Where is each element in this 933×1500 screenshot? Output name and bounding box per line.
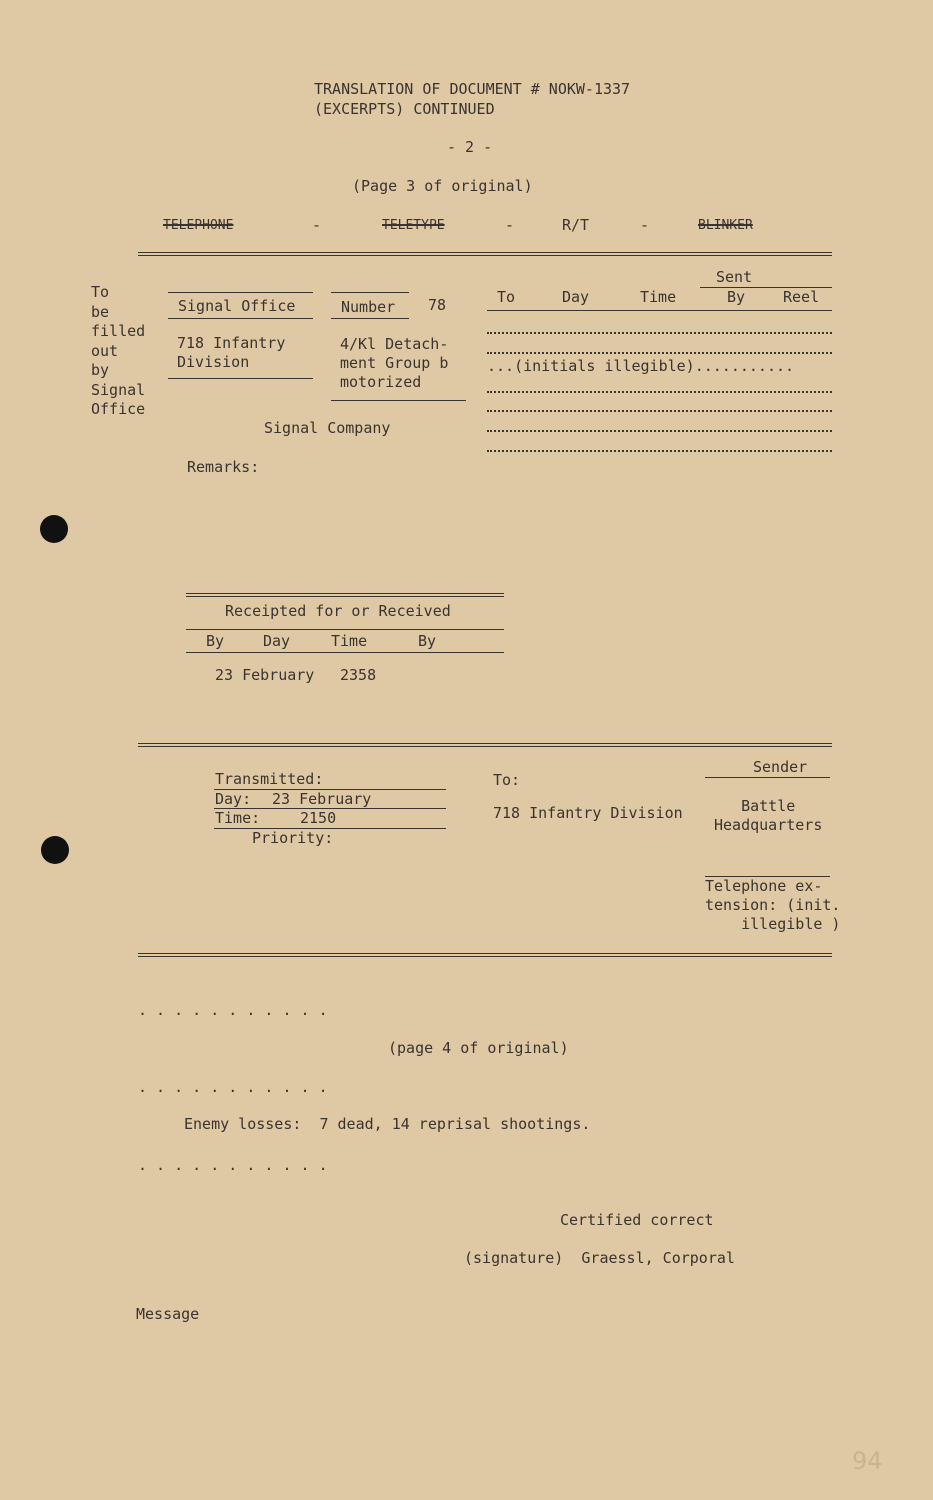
detachment-value: 4/Kl Detach- ment Group b motorized <box>340 335 449 391</box>
remarks-label: Remarks: <box>187 458 260 476</box>
punch-hole-bottom <box>41 836 69 864</box>
dotted-line <box>487 430 832 432</box>
sent-label: Sent <box>716 268 753 286</box>
dotted-line <box>487 391 832 393</box>
original-page4-note: (page 4 of original) <box>388 1039 569 1057</box>
ellipsis-row: . . . . . . . . . . . <box>138 1001 328 1019</box>
sent-header-rule <box>487 310 832 311</box>
initials-note: ...(initials illegible)........... <box>487 357 795 375</box>
dotted-line <box>487 332 832 334</box>
time-label: Time: <box>215 809 261 827</box>
signal-office-label: Signal Office <box>178 297 296 315</box>
teletype-struck: TELETYPE <box>382 218 445 233</box>
to-label: To: <box>493 771 521 789</box>
receipt-col-day: Day <box>263 632 291 650</box>
dotted-line <box>487 450 832 452</box>
sent-col-day: Day <box>562 288 590 306</box>
section-divider <box>138 953 832 957</box>
number-rule-top <box>331 292 409 293</box>
ellipsis-row: . . . . . . . . . . . <box>138 1078 328 1096</box>
page-mark: 94 <box>852 1447 883 1475</box>
day-value: 23 February <box>272 790 372 808</box>
number-value: 78 <box>428 296 447 314</box>
punch-hole-top <box>40 515 68 543</box>
detachment-rule <box>331 400 466 401</box>
rt-label: R/T <box>562 216 590 234</box>
sent-col-to: To <box>497 288 516 306</box>
sent-col-time: Time <box>640 288 677 306</box>
to-value: 718 Infantry Division <box>493 804 683 822</box>
sent-col-by: By <box>727 288 746 306</box>
page-number: - 2 - <box>447 138 493 156</box>
certified-correct: Certified correct <box>560 1211 714 1229</box>
receipt-rule-top <box>186 593 504 597</box>
transmitted-label: Transmitted: <box>215 770 324 788</box>
signal-office-rule-bottom <box>168 378 313 379</box>
signal-office-rule <box>168 318 313 319</box>
signal-office-value: 718 Infantry Division <box>177 334 286 371</box>
separator: - <box>640 216 650 234</box>
separator: - <box>505 216 515 234</box>
time-value: 2150 <box>300 809 337 827</box>
number-rule <box>331 318 409 319</box>
signature-line: (signature) Graessl, Corporal <box>464 1249 735 1267</box>
document-title-line1: TRANSLATION OF DOCUMENT # NOKW-1337 <box>314 80 631 98</box>
sender-rule <box>705 777 830 778</box>
sender-label: Sender <box>753 758 808 776</box>
message-label: Message <box>136 1305 200 1323</box>
day-label: Day: <box>215 790 252 808</box>
receipt-rule <box>186 629 504 630</box>
receipt-col-by: By <box>206 632 225 650</box>
number-label: Number <box>341 298 396 316</box>
original-page-note: (Page 3 of original) <box>352 177 533 195</box>
side-note: To be filled out by Signal Office <box>91 283 146 418</box>
header-divider <box>138 252 832 256</box>
transmit-divider <box>138 743 832 747</box>
telephone-struck: TELEPHONE <box>163 218 234 233</box>
signal-office-rule-top <box>168 292 313 293</box>
receipt-time: 2358 <box>340 666 377 684</box>
dotted-line <box>487 352 832 354</box>
enemy-losses: Enemy losses: 7 dead, 14 reprisal shootings. <box>184 1115 591 1133</box>
receipt-date: 23 February <box>215 666 315 684</box>
receipt-rule-bottom <box>186 652 504 653</box>
receipt-title: Receipted for or Received <box>225 602 451 620</box>
sender-value: Battle Headquarters <box>714 797 823 834</box>
sent-col-reel: Reel <box>783 288 820 306</box>
telephone-extension: Telephone ex- tension: (init. illegible ) <box>705 877 841 933</box>
ellipsis-row: . . . . . . . . . . . <box>138 1156 328 1174</box>
receipt-col-by: By <box>418 632 437 650</box>
signal-company: Signal Company <box>264 419 391 437</box>
receipt-col-time: Time <box>331 632 368 650</box>
separator: - <box>312 216 322 234</box>
dotted-line <box>487 410 832 412</box>
document-title-line2: (EXCERPTS) CONTINUED <box>314 100 495 118</box>
blinker-struck: BLINKER <box>698 218 753 233</box>
priority-label: Priority: <box>252 829 334 847</box>
